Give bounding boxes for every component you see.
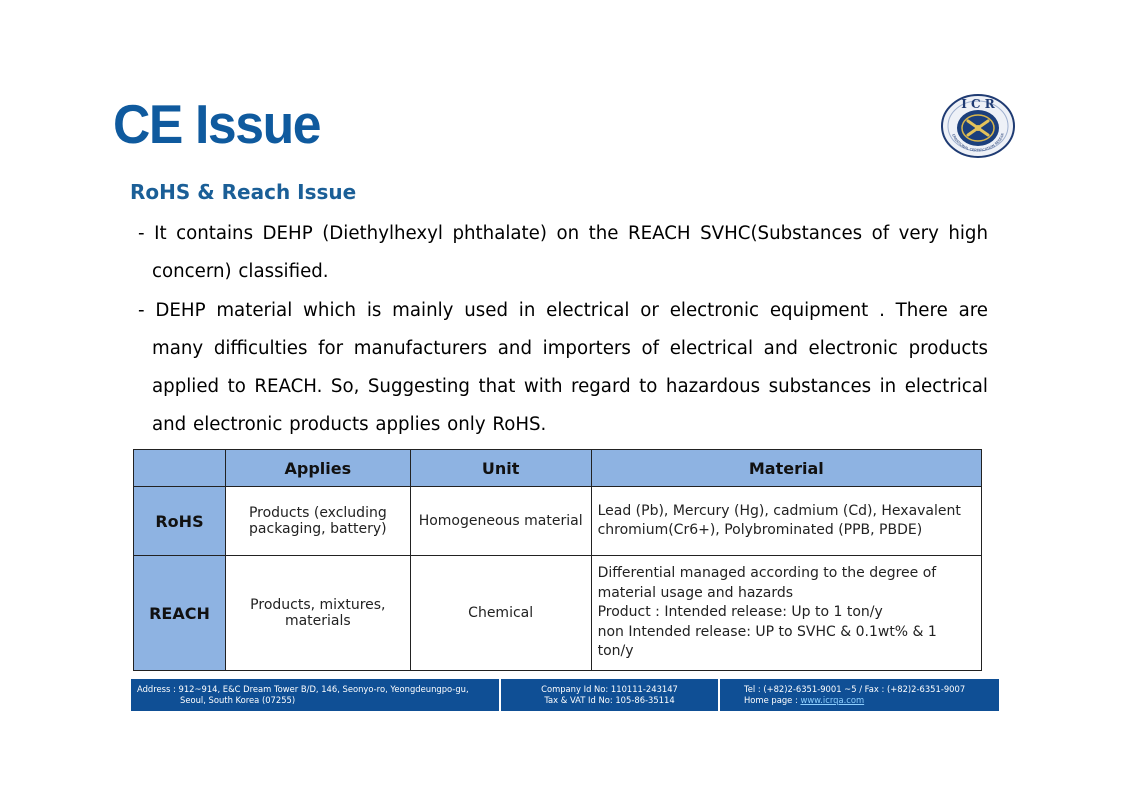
header-empty <box>134 450 226 487</box>
address-line: Address : 912~914, E&C Dream Tower B/D, 146, Seonyo-ro, Yeongdeungpo-gu, <box>137 684 469 694</box>
cell-unit: Homogeneous material <box>410 487 591 556</box>
address-line: Seoul, South Korea (07255) <box>180 695 296 705</box>
header-applies: Applies <box>225 450 410 487</box>
logo-ring-text: ERNATIONAL CERTIFICATION RESEAR <box>951 132 1006 153</box>
row-label-rohs: RoHS <box>134 487 226 556</box>
cell-applies: Products, mixtures, materials <box>225 556 410 671</box>
cell-material: Lead (Pb), Mercury (Hg), cadmium (Cd), Hexavalent chromium(Cr6+), Polybrominated (PPB, PBDE) <box>591 487 981 556</box>
icr-seal-logo <box>940 94 1016 158</box>
header-material: Material <box>591 450 981 487</box>
footer-address <box>131 679 501 711</box>
bullet-marker: - <box>138 223 145 244</box>
bullet-item <box>138 215 988 292</box>
table-row <box>134 556 982 671</box>
tax-id: Tax & VAT Id No: 105-86-35114 <box>544 695 675 705</box>
bullet-text: DEHP material which is mainly used in electrical or electronic equipment . There are many difficulties for manufacturers and importers of electrical and electronic products applied to REACH. So, Suggesting that with regard to hazardous substances in electrical and electronic products applies only RoHS. <box>152 299 988 436</box>
cell-applies: Products (excluding packaging, battery) <box>225 487 410 556</box>
logo-text: I C R <box>961 97 995 111</box>
table-row <box>134 487 982 556</box>
table-header-row <box>134 450 982 487</box>
cell-unit: Chemical <box>410 556 591 671</box>
bullet-marker: - <box>138 299 145 321</box>
row-label-reach: REACH <box>134 556 226 671</box>
company-id: Company Id No: 110111-243147 <box>541 684 678 694</box>
bullet-text: It contains DEHP (Diethylhexyl phthalate) on the REACH SVHC(Substances of very high concern) classified. <box>152 223 988 283</box>
footer-bar <box>131 679 999 711</box>
homepage-label: Home page : <box>744 695 798 705</box>
page-title: CE Issue <box>113 93 321 155</box>
material-line: Product : Intended release: Up to 1 ton/y <box>597 604 883 621</box>
cell-material <box>591 556 981 671</box>
material-line: non Intended release: UP to SVHC & 0.1wt% & 1 ton/y <box>597 623 937 660</box>
section-subtitle: RoHS & Reach Issue <box>130 180 357 204</box>
material-line: Differential managed according to the degree of material usage and hazards <box>597 565 937 601</box>
homepage-row <box>744 695 993 706</box>
homepage-link[interactable]: www.icrqa.com <box>800 695 865 705</box>
tel-fax: Tel : (+82)2-6351-9001 ~5 / Fax : (+82)2-6351-9007 <box>744 684 966 694</box>
bullet-item <box>138 292 988 445</box>
footer-company-ids <box>501 679 720 711</box>
comparison-table <box>133 449 982 671</box>
header-unit: Unit <box>410 450 591 487</box>
bullet-list <box>138 215 988 445</box>
footer-contact <box>720 679 999 711</box>
